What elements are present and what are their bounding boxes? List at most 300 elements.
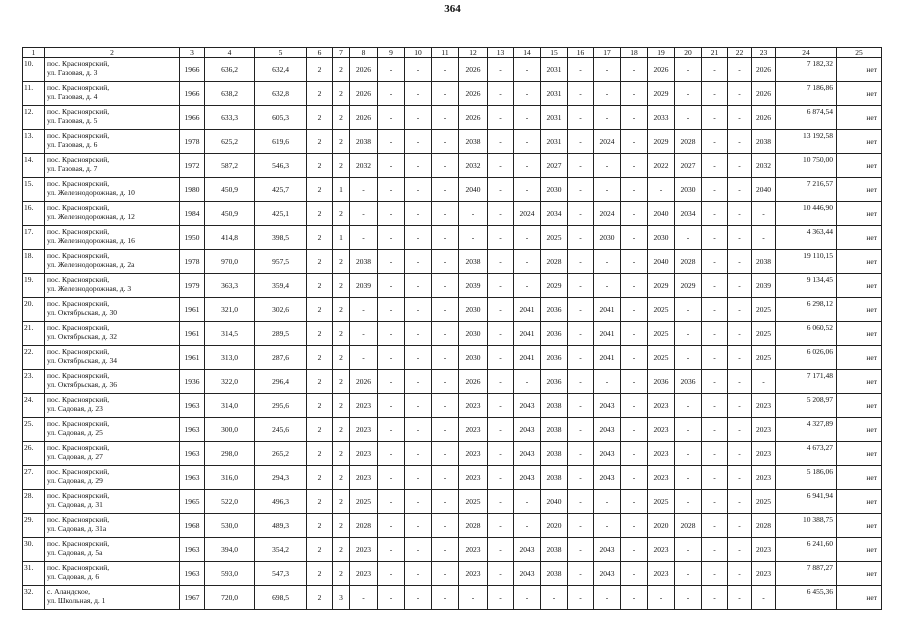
table-cell: -	[514, 586, 541, 610]
table-cell: -	[378, 346, 405, 370]
table-cell: 2	[307, 418, 333, 442]
table-cell: -	[594, 82, 621, 106]
table-cell: -	[621, 82, 648, 106]
table-cell: 619,6	[255, 130, 307, 154]
table-cell: -	[405, 58, 432, 82]
table-cell: 321,0	[205, 298, 255, 322]
table-cell: -	[728, 322, 752, 346]
table-cell: 10 388,75	[776, 514, 837, 538]
table-cell: -	[432, 586, 459, 610]
table-cell: -	[568, 370, 594, 394]
table-cell: -	[752, 202, 776, 226]
address-cell	[45, 58, 180, 82]
table-cell: 2030	[459, 298, 488, 322]
table-cell: -	[675, 106, 702, 130]
table-cell: -	[405, 346, 432, 370]
table-cell: 295,6	[255, 394, 307, 418]
address-locality: пос. Красноярский,	[47, 539, 110, 548]
table-cell: -	[648, 586, 675, 610]
table-cell: 302,6	[255, 298, 307, 322]
address-cell	[45, 394, 180, 418]
table-cell: -	[514, 58, 541, 82]
address-street: ул. Октябрьская, д. 34	[47, 356, 117, 365]
address-cell	[45, 346, 180, 370]
table-cell: 314,5	[205, 322, 255, 346]
table-cell: -	[488, 250, 514, 274]
address-locality: пос. Красноярский,	[47, 563, 110, 572]
table-cell: 2023	[350, 418, 378, 442]
table-cell: -	[350, 346, 378, 370]
table-cell: -	[568, 538, 594, 562]
table-cell: -	[378, 106, 405, 130]
table-cell: -	[675, 394, 702, 418]
table-cell: -	[432, 466, 459, 490]
table-cell: нет	[837, 538, 882, 562]
table-cell: -	[488, 58, 514, 82]
table-cell: -	[488, 490, 514, 514]
table-cell: -	[405, 202, 432, 226]
table-row	[23, 130, 882, 154]
address-cell	[45, 82, 180, 106]
table-cell: -	[752, 226, 776, 250]
table-row	[23, 106, 882, 130]
table-cell: -	[675, 322, 702, 346]
table-cell: 2025	[648, 298, 675, 322]
table-cell: -	[568, 130, 594, 154]
table-cell: -	[568, 274, 594, 298]
table-cell: 2026	[459, 82, 488, 106]
table-cell: -	[728, 298, 752, 322]
table-cell: -	[405, 370, 432, 394]
address-cell	[45, 490, 180, 514]
table-cell: -	[350, 178, 378, 202]
address-cell	[45, 562, 180, 586]
table-cell: -	[752, 586, 776, 610]
table-cell: -	[378, 130, 405, 154]
table-cell: 2029	[541, 274, 568, 298]
table-cell: -	[378, 82, 405, 106]
table-cell: нет	[837, 562, 882, 586]
table-cell: 2043	[594, 466, 621, 490]
table-cell: 2	[333, 370, 350, 394]
column-number: 25	[837, 48, 882, 58]
table-cell: -	[702, 130, 728, 154]
table-cell: 394,0	[205, 538, 255, 562]
table-cell: 2	[307, 130, 333, 154]
table-cell: 2040	[648, 250, 675, 274]
housing-register-table	[22, 47, 882, 610]
address-locality: пос. Красноярский,	[47, 155, 110, 164]
table-cell: -	[488, 202, 514, 226]
table-cell: -	[405, 226, 432, 250]
table-cell: -	[432, 538, 459, 562]
table-cell: -	[405, 514, 432, 538]
table-cell: 2	[333, 106, 350, 130]
table-cell: нет	[837, 490, 882, 514]
table-cell: 2023	[350, 538, 378, 562]
table-cell: -	[350, 322, 378, 346]
table-cell: 450,9	[205, 178, 255, 202]
address-cell	[45, 514, 180, 538]
table-cell: 2023	[459, 562, 488, 586]
table-cell: 265,2	[255, 442, 307, 466]
table-cell: -	[488, 178, 514, 202]
table-cell: 289,5	[255, 322, 307, 346]
table-cell: 2024	[594, 202, 621, 226]
address-locality: пос. Красноярский,	[47, 467, 110, 476]
table-cell: -	[568, 514, 594, 538]
table-row	[23, 346, 882, 370]
table-cell: 2	[307, 274, 333, 298]
table-cell: -	[594, 178, 621, 202]
table-cell: -	[432, 490, 459, 514]
table-cell: 2	[307, 442, 333, 466]
table-cell: 6 298,12	[776, 298, 837, 322]
table-cell: 1967	[180, 586, 205, 610]
table-cell: 2028	[541, 250, 568, 274]
table-cell: 2040	[648, 202, 675, 226]
table-cell: нет	[837, 154, 882, 178]
table-cell: -	[702, 418, 728, 442]
table-cell: -	[702, 178, 728, 202]
address-locality: пос. Красноярский,	[47, 323, 110, 332]
table-cell: 2022	[648, 154, 675, 178]
table-cell: -	[432, 418, 459, 442]
table-cell: нет	[837, 586, 882, 610]
table-cell: -	[514, 130, 541, 154]
table-cell: 2038	[459, 250, 488, 274]
table-cell: -	[432, 322, 459, 346]
table-cell: 2043	[594, 562, 621, 586]
table-cell: нет	[837, 130, 882, 154]
table-cell: 450,9	[205, 202, 255, 226]
column-number-row	[23, 48, 882, 58]
column-number: 6	[307, 48, 333, 58]
column-number: 1	[23, 48, 45, 58]
table-cell: 287,6	[255, 346, 307, 370]
table-cell: 6 874,54	[776, 106, 837, 130]
table-cell: -	[621, 58, 648, 82]
table-cell: -	[728, 226, 752, 250]
table-cell: 2041	[514, 322, 541, 346]
table-cell: 2	[333, 250, 350, 274]
table-cell: -	[405, 106, 432, 130]
table-cell: 698,5	[255, 586, 307, 610]
table-cell: -	[378, 274, 405, 298]
table-cell: -	[405, 586, 432, 610]
table-cell: нет	[837, 274, 882, 298]
table-cell: -	[621, 394, 648, 418]
table-cell: -	[432, 58, 459, 82]
row-number: 27.	[23, 466, 45, 490]
table-cell: 2028	[350, 514, 378, 538]
table-cell: 632,4	[255, 58, 307, 82]
address-locality: пос. Красноярский,	[47, 179, 110, 188]
table-cell: нет	[837, 250, 882, 274]
table-cell: 9 134,45	[776, 274, 837, 298]
table-cell: 720,0	[205, 586, 255, 610]
table-cell: -	[432, 154, 459, 178]
table-cell: -	[378, 250, 405, 274]
table-row	[23, 226, 882, 250]
table-cell: нет	[837, 370, 882, 394]
table-cell: -	[568, 442, 594, 466]
table-row	[23, 394, 882, 418]
row-number: 13.	[23, 130, 45, 154]
table-cell: -	[405, 466, 432, 490]
table-cell: -	[405, 250, 432, 274]
table-cell: -	[378, 538, 405, 562]
table-cell: 1950	[180, 226, 205, 250]
row-number: 18.	[23, 250, 45, 274]
table-cell: -	[568, 82, 594, 106]
column-number: 12	[459, 48, 488, 58]
address-cell	[45, 538, 180, 562]
table-cell: 638,2	[205, 82, 255, 106]
table-cell: -	[432, 442, 459, 466]
table-cell: 2023	[350, 394, 378, 418]
row-number: 15.	[23, 178, 45, 202]
table-cell: 636,2	[205, 58, 255, 82]
table-cell: 1965	[180, 490, 205, 514]
table-cell: -	[728, 538, 752, 562]
table-cell: 6 241,60	[776, 538, 837, 562]
table-cell: 1978	[180, 250, 205, 274]
table-cell: 313,0	[205, 346, 255, 370]
table-cell: -	[514, 490, 541, 514]
table-cell: 7 186,86	[776, 82, 837, 106]
address-locality: пос. Красноярский,	[47, 107, 110, 116]
table-cell: 19 110,15	[776, 250, 837, 274]
table-row	[23, 58, 882, 82]
table-cell: -	[568, 58, 594, 82]
table-cell: 2039	[752, 274, 776, 298]
table-cell: 2	[333, 394, 350, 418]
table-row	[23, 562, 882, 586]
table-cell: 2023	[752, 538, 776, 562]
table-cell: 2	[333, 466, 350, 490]
table-cell: 496,3	[255, 490, 307, 514]
table-cell: -	[568, 490, 594, 514]
table-cell: -	[514, 250, 541, 274]
table-cell: 314,0	[205, 394, 255, 418]
address-locality: пос. Красноярский,	[47, 299, 110, 308]
table-cell: 2043	[514, 466, 541, 490]
address-street: ул. Садовая, д. 27	[47, 452, 103, 461]
table-cell: 7 182,32	[776, 58, 837, 82]
table-cell: -	[488, 538, 514, 562]
row-number: 16.	[23, 202, 45, 226]
table-cell: -	[432, 178, 459, 202]
table-cell: -	[488, 106, 514, 130]
address-locality: пос. Красноярский,	[47, 131, 110, 140]
table-cell: -	[728, 394, 752, 418]
table-cell: 2036	[675, 370, 702, 394]
column-number: 16	[568, 48, 594, 58]
table-cell: -	[702, 58, 728, 82]
table-cell: 2038	[541, 538, 568, 562]
table-cell: 2039	[350, 274, 378, 298]
table-cell: 2032	[459, 154, 488, 178]
table-cell: -	[702, 442, 728, 466]
table-cell: 625,2	[205, 130, 255, 154]
table-cell: -	[702, 154, 728, 178]
table-cell: 2023	[350, 466, 378, 490]
table-cell: -	[432, 274, 459, 298]
table-cell: -	[621, 466, 648, 490]
table-cell: 2023	[459, 418, 488, 442]
table-cell: 530,0	[205, 514, 255, 538]
table-cell: -	[378, 490, 405, 514]
table-cell: 2	[333, 514, 350, 538]
table-cell: 2028	[675, 250, 702, 274]
table-cell: 1963	[180, 418, 205, 442]
table-cell: -	[728, 130, 752, 154]
table-cell: -	[568, 202, 594, 226]
row-number: 12.	[23, 106, 45, 130]
table-cell: -	[405, 298, 432, 322]
table-cell: -	[514, 154, 541, 178]
table-cell: 1972	[180, 154, 205, 178]
table-cell: -	[675, 586, 702, 610]
table-cell: 2	[333, 130, 350, 154]
table-cell: -	[568, 562, 594, 586]
table-cell: 2	[307, 58, 333, 82]
row-number: 30.	[23, 538, 45, 562]
table-cell: -	[594, 370, 621, 394]
table-cell: -	[488, 442, 514, 466]
table-cell: нет	[837, 418, 882, 442]
column-number: 14	[514, 48, 541, 58]
column-number: 11	[432, 48, 459, 58]
table-cell: 2023	[459, 442, 488, 466]
table-cell: -	[514, 514, 541, 538]
table-cell: -	[728, 418, 752, 442]
table-cell: -	[728, 466, 752, 490]
address-locality: пос. Красноярский,	[47, 275, 110, 284]
table-cell: 1966	[180, 58, 205, 82]
column-number: 3	[180, 48, 205, 58]
table-cell: 2023	[648, 562, 675, 586]
address-cell	[45, 586, 180, 610]
row-number: 25.	[23, 418, 45, 442]
address-street: ул. Октябрьская, д. 32	[47, 332, 117, 341]
address-street: ул. Садовая, д. 31	[47, 500, 103, 509]
table-cell: -	[594, 274, 621, 298]
table-cell: -	[405, 562, 432, 586]
table-cell: 2027	[541, 154, 568, 178]
table-cell: -	[514, 178, 541, 202]
table-cell: 2	[333, 58, 350, 82]
table-cell: 2027	[675, 154, 702, 178]
table-cell: 2038	[350, 130, 378, 154]
address-street: ул. Железнодорожная, д. 12	[47, 212, 135, 221]
table-cell: 2026	[350, 370, 378, 394]
table-cell: 1984	[180, 202, 205, 226]
table-cell: -	[621, 538, 648, 562]
table-cell: 633,3	[205, 106, 255, 130]
table-cell: 2026	[350, 106, 378, 130]
table-cell: -	[568, 586, 594, 610]
table-cell: -	[702, 250, 728, 274]
table-cell: 2036	[541, 322, 568, 346]
table-cell: -	[621, 298, 648, 322]
table-cell: 2023	[648, 442, 675, 466]
column-number: 5	[255, 48, 307, 58]
table-cell: 2	[333, 298, 350, 322]
table-cell: 2036	[648, 370, 675, 394]
table-cell: 2030	[459, 346, 488, 370]
table-cell: -	[378, 466, 405, 490]
address-street: ул. Садовая, д. 6	[47, 572, 100, 581]
table-cell: -	[702, 106, 728, 130]
table-cell: -	[675, 298, 702, 322]
address-locality: пос. Красноярский,	[47, 227, 110, 236]
table-cell: -	[621, 586, 648, 610]
table-cell: -	[702, 370, 728, 394]
row-number: 31.	[23, 562, 45, 586]
column-number: 13	[488, 48, 514, 58]
table-cell: 2026	[752, 58, 776, 82]
table-cell: 2029	[675, 274, 702, 298]
table-cell: 1936	[180, 370, 205, 394]
address-street: ул. Газовая, д. 6	[47, 140, 98, 149]
table-row	[23, 202, 882, 226]
table-cell: -	[432, 394, 459, 418]
table-cell: -	[432, 298, 459, 322]
table-cell: 2040	[752, 178, 776, 202]
table-cell: 2041	[514, 298, 541, 322]
table-cell: -	[702, 538, 728, 562]
table-cell: -	[488, 298, 514, 322]
table-cell: -	[675, 562, 702, 586]
row-number: 26.	[23, 442, 45, 466]
table-cell: 2020	[648, 514, 675, 538]
table-cell: 7 171,48	[776, 370, 837, 394]
table-cell: -	[675, 58, 702, 82]
table-cell: 7 887,27	[776, 562, 837, 586]
address-cell	[45, 202, 180, 226]
table-cell: 2025	[648, 490, 675, 514]
table-cell: -	[594, 154, 621, 178]
table-cell: -	[594, 106, 621, 130]
table-cell: 593,0	[205, 562, 255, 586]
table-cell: 2	[333, 154, 350, 178]
address-street: ул. Садовая, д. 25	[47, 428, 103, 437]
table-cell: -	[568, 394, 594, 418]
address-street: ул. Железнодорожная, д. 3	[47, 284, 132, 293]
address-cell	[45, 178, 180, 202]
table-cell: 1978	[180, 130, 205, 154]
table-cell: 2023	[648, 418, 675, 442]
table-cell: 2	[333, 202, 350, 226]
table-cell: -	[378, 202, 405, 226]
table-cell: -	[459, 226, 488, 250]
table-cell: 2023	[752, 442, 776, 466]
table-cell: -	[728, 250, 752, 274]
table-cell: 2	[307, 106, 333, 130]
table-cell: 2	[307, 226, 333, 250]
table-cell: -	[488, 370, 514, 394]
table-cell: -	[621, 442, 648, 466]
table-cell: -	[621, 250, 648, 274]
table-cell: 2026	[459, 370, 488, 394]
column-number: 15	[541, 48, 568, 58]
table-cell: 546,3	[255, 154, 307, 178]
table-cell: нет	[837, 442, 882, 466]
table-cell: -	[488, 130, 514, 154]
table-cell: 425,7	[255, 178, 307, 202]
